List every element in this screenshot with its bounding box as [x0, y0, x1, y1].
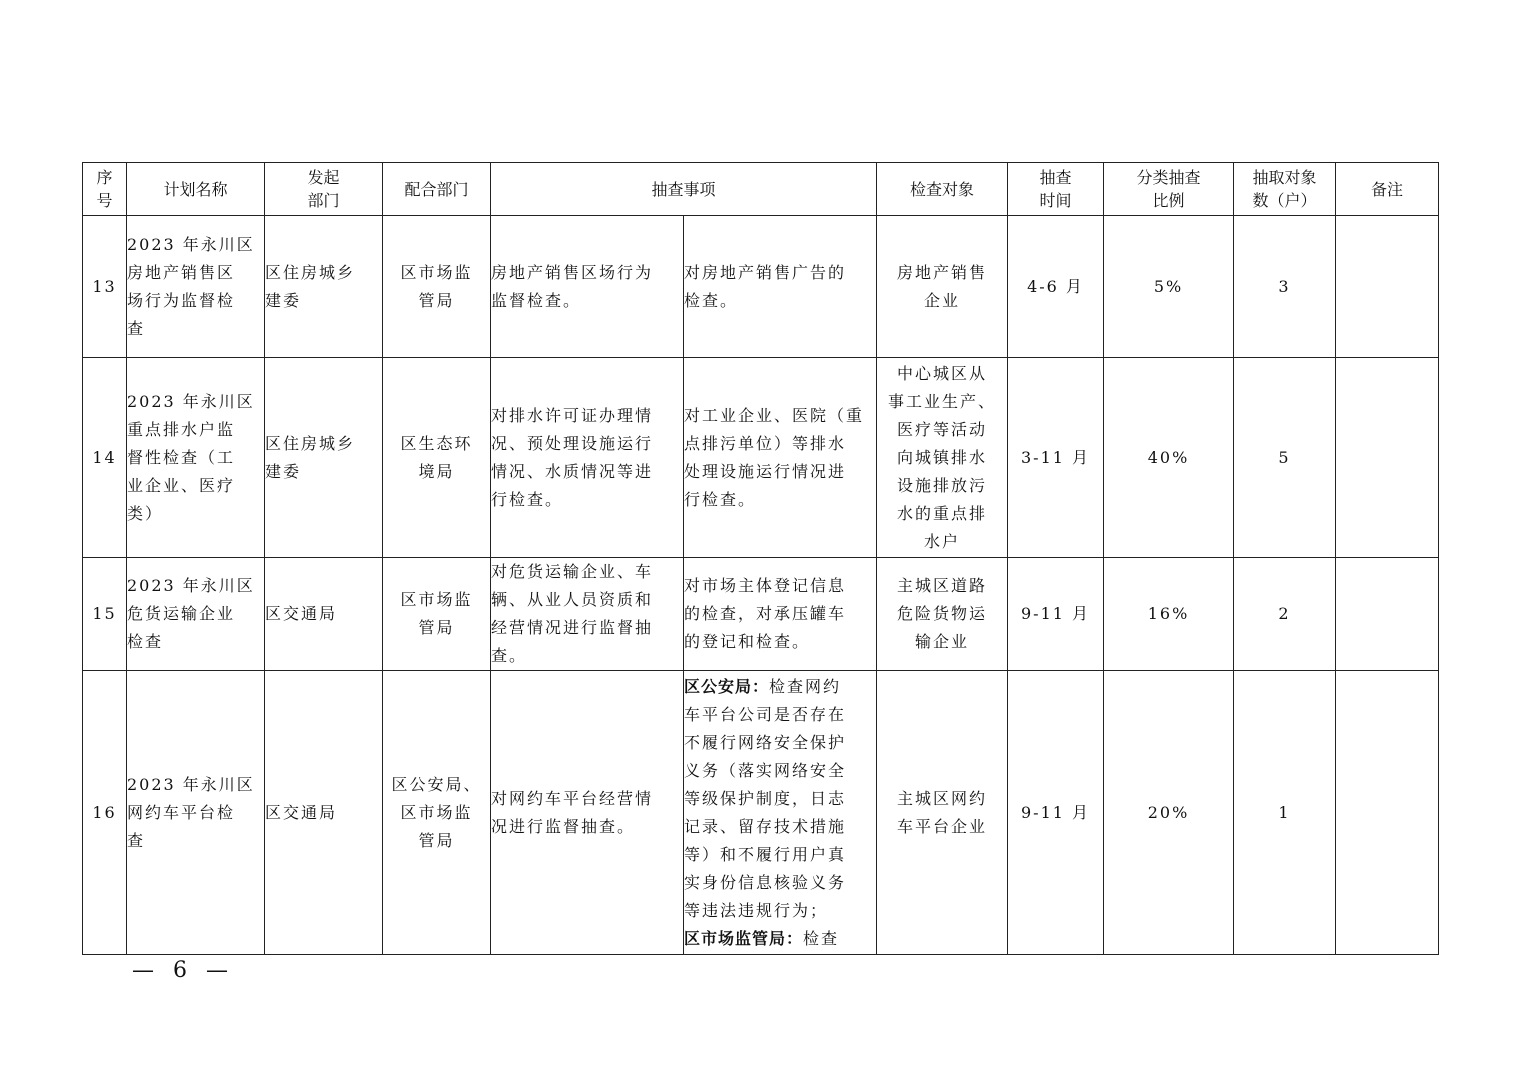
cell-time: 4-6 月 — [1008, 216, 1104, 358]
cell-initiator: 区交通局 — [265, 671, 383, 955]
cell-remark — [1336, 216, 1439, 358]
cell-cooperate: 区生态环 境局 — [383, 358, 491, 558]
cell-target: 中心城区从 事工业生产、 医疗等活动 向城镇排水 设施排放污 水的重点排 水户 — [877, 358, 1008, 558]
cell-seq: 16 — [83, 671, 127, 955]
dept-label-market: 区市场监管局： — [684, 928, 804, 948]
header-plan-name: 计划名称 — [127, 163, 265, 216]
page-number: — 6 — — [132, 958, 234, 983]
header-time: 抽查 时间 — [1008, 163, 1104, 216]
header-items: 抽查事项 — [491, 163, 877, 216]
cell-count: 5 — [1234, 358, 1336, 558]
cell-ratio: 16% — [1104, 558, 1234, 671]
cell-plan-name: 2023 年永川区 危货运输企业 检查 — [127, 558, 265, 671]
cell-count: 3 — [1234, 216, 1336, 358]
cell-item-a: 房地产销售区场行为 监督检查。 — [491, 216, 684, 358]
cell-remark — [1336, 358, 1439, 558]
cell-plan-name: 2023 年永川区 重点排水户监 督性检查（工 业企业、医疗 类） — [127, 358, 265, 558]
cell-seq: 14 — [83, 358, 127, 558]
cell-ratio: 5% — [1104, 216, 1234, 358]
cell-seq: 13 — [83, 216, 127, 358]
cell-item-b: 区公安局：检查网约 车平台公司是否存在 不履行网络安全保护 义务（落实网络安全 等级保护制度，日志 记录、留存技术措施 等）和不履行用户真 实身份信息核验义务 等违法违规行为； 区市场监管局：检查 — [684, 671, 877, 955]
cell-plan-name: 2023 年永川区 网约车平台检 查 — [127, 671, 265, 955]
cell-cooperate: 区市场监 管局 — [383, 558, 491, 671]
cell-target: 房地产销售 企业 — [877, 216, 1008, 358]
cell-initiator: 区交通局 — [265, 558, 383, 671]
header-initiator: 发起 部门 — [265, 163, 383, 216]
table-row — [83, 558, 1439, 671]
table-row — [83, 671, 1439, 955]
table-row — [83, 358, 1439, 558]
cell-count: 2 — [1234, 558, 1336, 671]
header-count: 抽取对象 数（户） — [1234, 163, 1336, 216]
cell-cooperate: 区市场监 管局 — [383, 216, 491, 358]
header-seq: 序 号 — [83, 163, 127, 216]
cell-item-b: 对房地产销售广告的 检查。 — [684, 216, 877, 358]
table-row — [83, 216, 1439, 358]
cell-plan-name: 2023 年永川区 房地产销售区 场行为监督检 查 — [127, 216, 265, 358]
cell-item-a: 对危货运输企业、车 辆、从业人员资质和 经营情况进行监督抽 查。 — [491, 558, 684, 671]
header-remark: 备注 — [1336, 163, 1439, 216]
header-row — [83, 163, 1439, 216]
cell-seq: 15 — [83, 558, 127, 671]
cell-target: 主城区道路 危险货物运 输企业 — [877, 558, 1008, 671]
header-target: 检查对象 — [877, 163, 1008, 216]
cell-count: 1 — [1234, 671, 1336, 955]
inspection-plan-table — [82, 162, 1439, 955]
cell-initiator: 区住房城乡 建委 — [265, 358, 383, 558]
cell-time: 9-11 月 — [1008, 558, 1104, 671]
cell-ratio: 40% — [1104, 358, 1234, 558]
cell-item-b: 对工业企业、医院（重 点排污单位）等排水 处理设施运行情况进 行检查。 — [684, 358, 877, 558]
cell-item-a: 对排水许可证办理情 况、预处理设施运行 情况、水质情况等进 行检查。 — [491, 358, 684, 558]
header-ratio: 分类抽查 比例 — [1104, 163, 1234, 216]
cell-item-a: 对网约车平台经营情 况进行监督抽查。 — [491, 671, 684, 955]
cell-time: 9-11 月 — [1008, 671, 1104, 955]
cell-cooperate: 区公安局、 区市场监 管局 — [383, 671, 491, 955]
cell-initiator: 区住房城乡 建委 — [265, 216, 383, 358]
cell-time: 3-11 月 — [1008, 358, 1104, 558]
dept-label-police: 区公安局： — [684, 676, 770, 696]
cell-remark — [1336, 671, 1439, 955]
cell-item-b: 对市场主体登记信息 的检查，对承压罐车 的登记和检查。 — [684, 558, 877, 671]
header-cooperate: 配合部门 — [383, 163, 491, 216]
cell-ratio: 20% — [1104, 671, 1234, 955]
cell-remark — [1336, 558, 1439, 671]
cell-target: 主城区网约 车平台企业 — [877, 671, 1008, 955]
